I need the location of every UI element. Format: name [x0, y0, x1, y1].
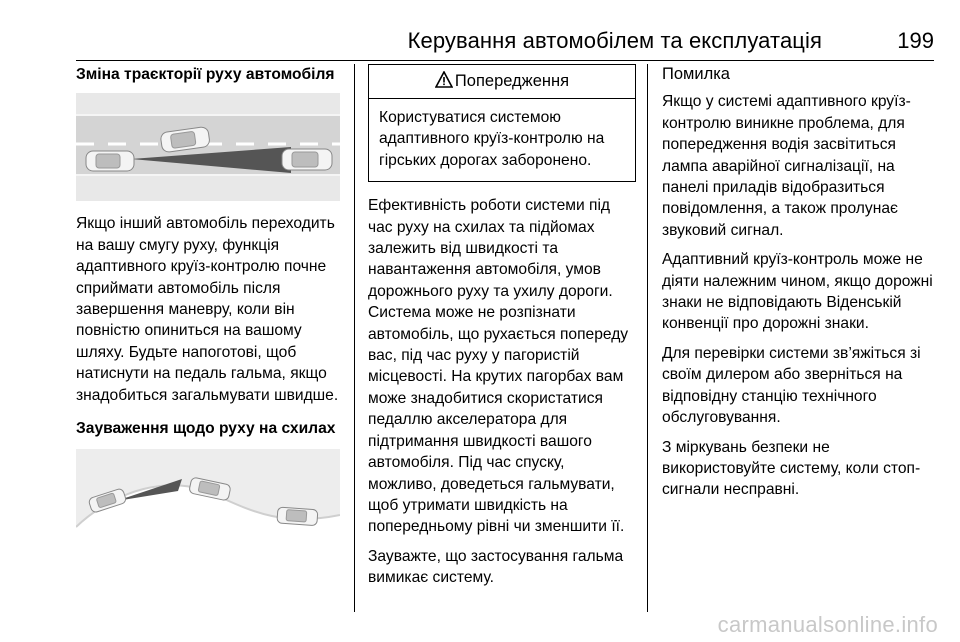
- lane-change-graphic: [76, 93, 340, 201]
- lane-change-paragraph: Якщо інший автомобіль переходить на вашу смугу руху, функція адаптивного круїз-контролю почне сприймати автомобіль після завершення маневру, коли він повністю опиниться на вашому шляху. Будьте напоготові, щоб натиснути на педаль гальма, якщо знадобиться загальмувати швидше.: [76, 215, 339, 404]
- error-paragraph-4: З міркувань безпеки не використовуйте систему, коли стоп-сигнали несправні.: [662, 438, 921, 499]
- error-paragraph-2: Адаптивний круїз-контроль може не діяти належним чином, якщо дорожні знаки не відповідають Віденській конвенції про дорожні знаки.: [662, 251, 933, 333]
- warning-text: Користуватися системою адаптивного круїз-контролю на гірських дорогах заборонено.: [379, 109, 605, 169]
- watermark: carmanualsonline.info: [717, 612, 938, 637]
- warning-triangle-icon: [435, 67, 453, 100]
- warning-header: [369, 65, 635, 99]
- brake-note-paragraph: Зауважте, що застосування гальма вимикає систему.: [368, 547, 624, 587]
- column-1: [76, 64, 346, 557]
- page-number: 199: [897, 28, 934, 53]
- header-title: Керування автомобілем та експлуатація: [407, 28, 822, 53]
- warning-title: Попередження: [454, 72, 570, 90]
- hills-paragraph: Ефективність роботи системи під час руху на схилах та підйомах залежить від швидкості та навантаження автомобіля, умов дорожнього руху та ухилу дороги. Система може не розпізнати автомобіль, що рухається попереду вас, під час руху у пагористій місцевості. На крутих пагорбах вам може знадобитися скористатися педаллю акселератора для підтримання швидкості вашого автомобіля. Під час спуску, можливо, доведеться гальмувати, щоб утримати швидкість на попередньому рівні чи зменшити її.: [368, 197, 629, 536]
- column-divider-2: [647, 64, 648, 612]
- section-heading-error: Помилка: [662, 65, 730, 83]
- hills-illustration: [76, 449, 340, 557]
- lane-change-illustration: [76, 93, 340, 201]
- warning-box: [368, 64, 636, 182]
- section-heading-hills: Зауваження щодо руху на схилах: [76, 420, 336, 438]
- hills-graphic: [76, 449, 340, 557]
- section-heading-lane-change: Зміна траєкторії руху автомобіля: [76, 66, 335, 83]
- column-3: [662, 64, 937, 509]
- column-2: [368, 64, 636, 597]
- page-header: [76, 24, 934, 61]
- error-paragraph-3: Для перевірки системи зв’яжіться зі своїм дилером або зверніться на відповідну станцію технічного обслуговування.: [662, 344, 921, 427]
- column-divider-1: [354, 64, 355, 612]
- error-paragraph-1: Якщо у системі адаптивного круїз-контролю виникне проблема, для попередження водія засвітиться лампа аварійної сигналізації, на панелі приладів відобразиться повідомлення, а також пролунає звуковий сигнал.: [662, 93, 911, 239]
